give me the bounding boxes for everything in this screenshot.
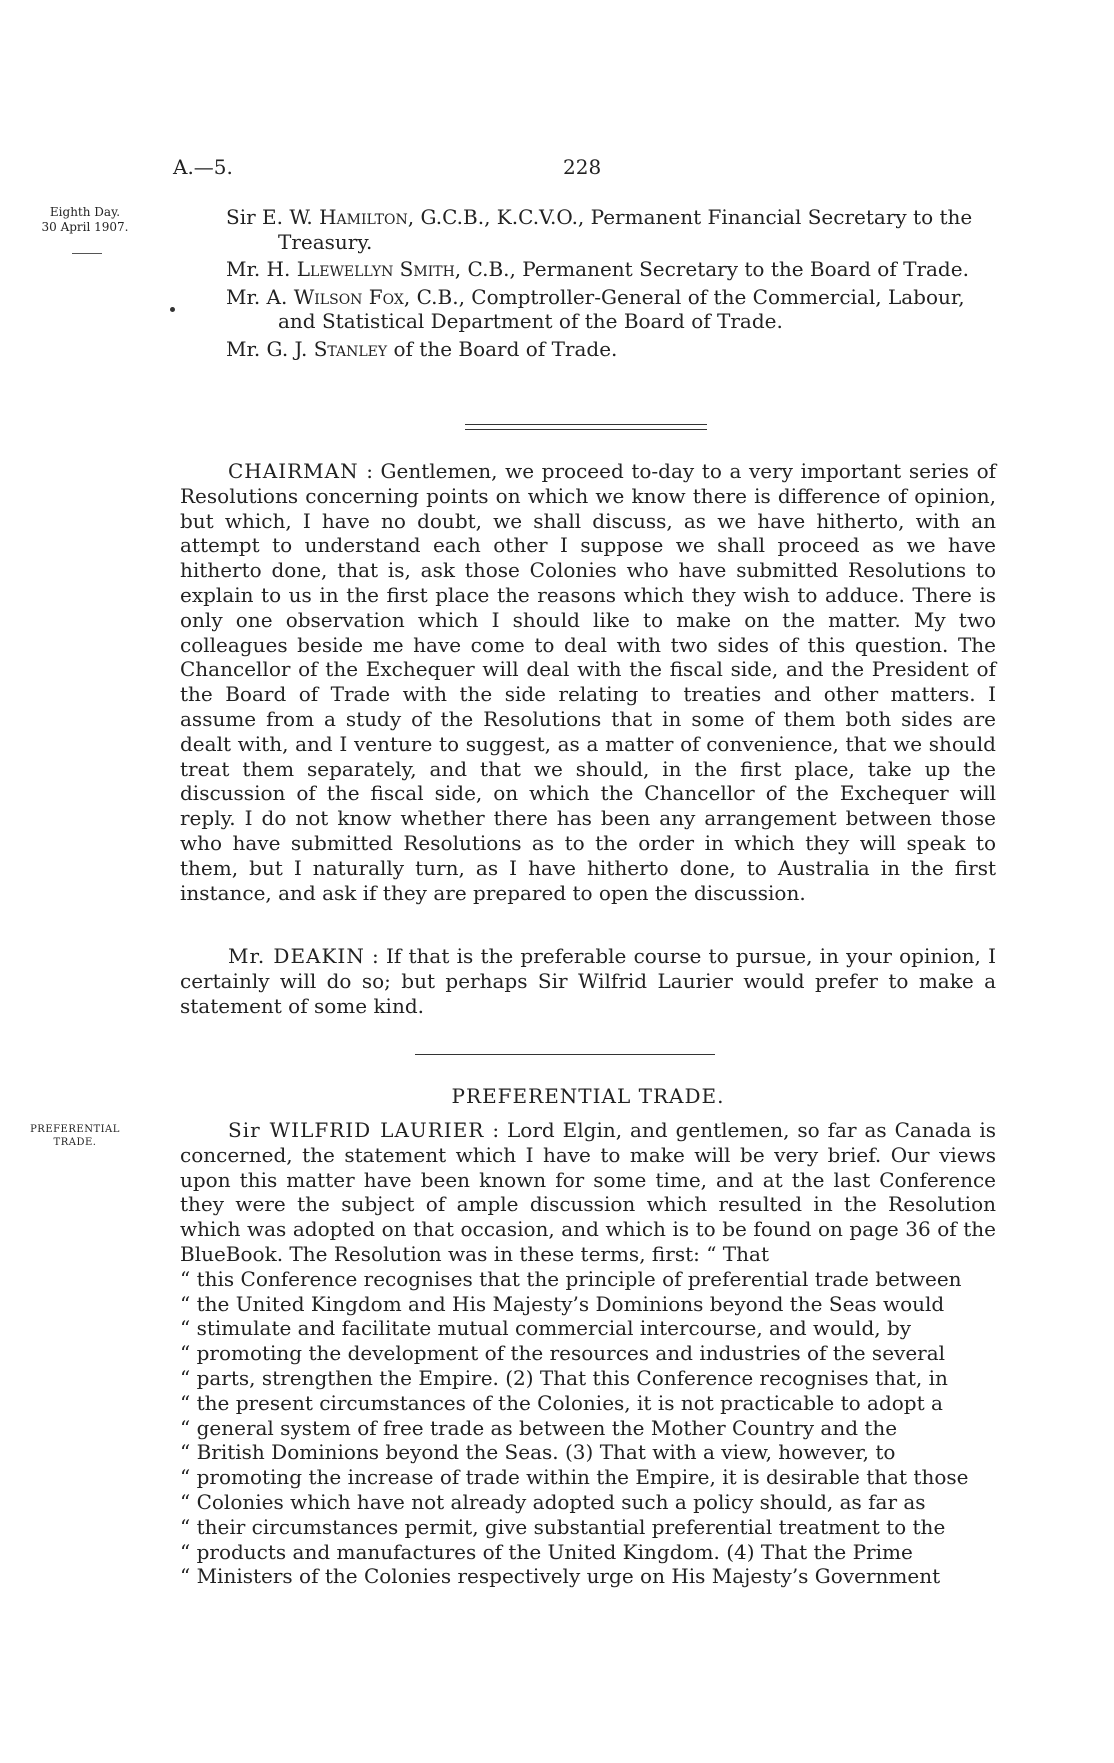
attendee-item [226, 285, 996, 334]
speaker-name: Sir WILFRID LAURIER [228, 1118, 485, 1142]
attendee-prefix: Sir E. W. [226, 205, 313, 229]
quote-line: “ promoting the development of the resources and industries of the several [180, 1341, 946, 1366]
quote-line: “ promoting the increase of trade within the Empire, it is desirable that those [180, 1465, 969, 1490]
laurier-paragraph [180, 1118, 996, 1589]
quote-line: “ Ministers of the Colonies respectively urge on His Majesty’s Government [180, 1564, 941, 1589]
section-divider [465, 429, 707, 430]
attendee-item [226, 205, 996, 254]
attendee-name: Stanley [313, 336, 388, 361]
attendee-name: Hamilton [319, 205, 408, 229]
margin-note-section: PREFERENTIAL TRADE. [30, 1124, 120, 1148]
speaker-name: Mr. DEAKIN [228, 944, 365, 968]
attendee-prefix: Mr. H. [226, 257, 291, 281]
speaker-name: CHAIRMAN [228, 459, 359, 483]
document-reference: A.—5. [173, 155, 233, 179]
margin-note-date [30, 205, 140, 235]
paragraph-text: : Gentlemen, we proceed to-day to a very important series of Resolutions concerning points on which we know there is difference of opinion, but which, I have no doubt, we shall discuss, as we have hitherto, with an attempt to understand each other I suppose we shall proceed as we have hitherto done, that is, ask those Colonies who have submitted Resolutions to explain to us in the first place the reasons which they wish to adduce. There is only one observation which I should like to make on the matter. My two colleagues beside me have come to deal with two sides of this question. The Chancellor of the Exchequer will deal with the fiscal side, and the President of the Board of Trade with the side relating to treaties and other matters. I assume from a study of the Resolutions that in some of them both sides are dealt with, and I venture to suggest, as a matter of convenience, that we should treat them separately, and that we should, in the first place, take up the discussion of the fiscal side, on which the Chancellor of the Exchequer will reply. I do not know whether there has been any arrangement between those who have submitted Resolutions as to the order in which they will speak to them, but I naturally turn, as I have hitherto done, to Australia in the first instance, and ask if they are prepared to open the discussion. [180, 459, 997, 905]
margin-note-date-text: 30 April 1907. [41, 220, 129, 234]
paragraph-text: : Lord Elgin, and gentlemen, so far as Canada is concerned, the statement which I have to make will be very brief. Our views upon this matter have been known for some time, and at the last Conference they were the subject of ample discussion which resulted in the Resolution which was adopted on that occasion, and which is to be found on page 36 of the BlueBook. The Resolution was in these terms, first: “ That [180, 1118, 996, 1266]
attendee-title: , C.B., Comptroller-General of the Commercial, Labour, and Statistical Department of the Board of Trade. [278, 284, 965, 333]
attendee-title: , C.B., Permanent Secretary to the Board of Trade. [454, 257, 969, 281]
quote-line: “ parts, strengthen the Empire. (2) That this Conference recognises that, in [180, 1365, 948, 1390]
attendee-title: of the Board of Trade. [387, 336, 618, 361]
attendee-prefix: Mr. A. [226, 284, 288, 309]
attendee-name: Llewellyn Smith [296, 257, 455, 281]
attendee-name: Wilson Fox [293, 284, 404, 309]
quote-line: “ the present circumstances of the Colonies, it is not practicable to adopt a [180, 1390, 943, 1415]
attendee-title: , G.C.B., K.C.V.O., Permanent Financial Secretary to the Treasury. [278, 205, 973, 254]
section-heading: PREFERENTIAL TRADE. [451, 1084, 725, 1108]
quote-line: “ this Conference recognises that the principle of preferential trade between [180, 1266, 962, 1291]
section-divider [415, 1054, 715, 1055]
margin-dot [170, 307, 175, 312]
section-divider [465, 424, 707, 425]
deakin-paragraph [180, 944, 996, 1018]
attendee-item [226, 337, 996, 362]
quote-line: “ the United Kingdom and His Majesty’s Dominions beyond the Seas would [180, 1291, 945, 1316]
page-number: 228 [563, 155, 602, 179]
attendee-list [226, 205, 996, 364]
chairman-paragraph [180, 459, 996, 905]
quote-line: “ general system of free trade as between the Mother Country and the [180, 1415, 898, 1440]
quote-line: “ products and manufactures of the United Kingdom. (4) That the Prime [180, 1539, 913, 1564]
attendee-item [226, 257, 996, 282]
paragraph-text: : If that is the preferable course to pursue, in your opinion, I certainly will do so; but perhaps Sir Wilfrid Laurier would prefer to make a statement of some kind. [180, 944, 997, 1018]
quote-line: “ Colonies which have not already adopted such a policy should, as far as [180, 1489, 926, 1514]
quote-line: “ British Dominions beyond the Seas. (3) That with a view, however, to [180, 1440, 896, 1465]
attendee-prefix: Mr. G. J. [226, 336, 308, 361]
quote-line: “ their circumstances permit, give substantial preferential treatment to the [180, 1514, 946, 1539]
quote-line: “ stimulate and facilitate mutual commercial intercourse, and would, by [180, 1316, 912, 1341]
margin-note-day: Eighth Day. [49, 205, 121, 219]
margin-separator [72, 253, 102, 254]
